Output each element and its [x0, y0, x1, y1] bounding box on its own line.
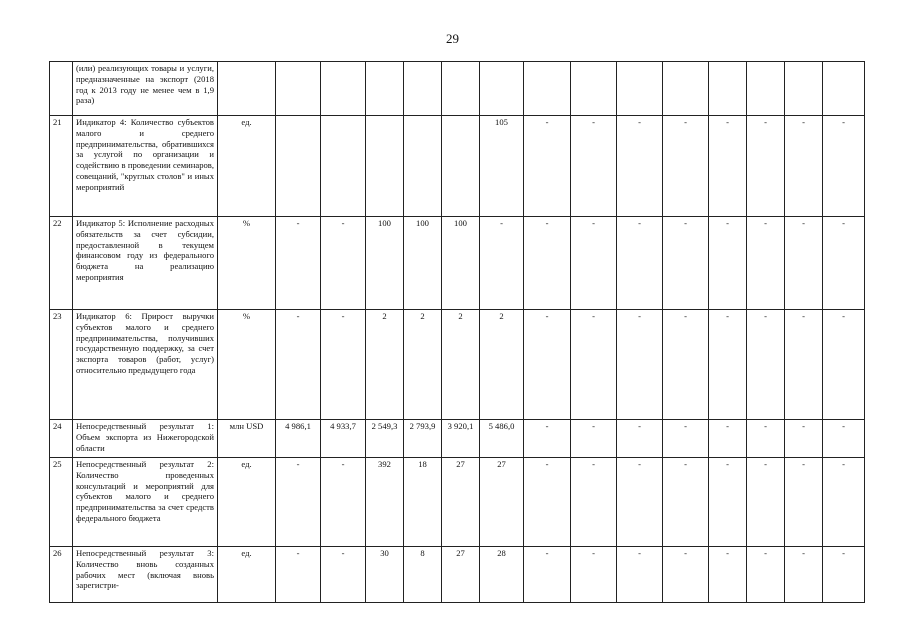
row-number: 22: [50, 217, 73, 310]
value-cell: 100: [366, 217, 404, 310]
value-cell: -: [571, 310, 617, 420]
value-cell: -: [823, 420, 865, 458]
value-cell: -: [321, 458, 366, 547]
value-cell: -: [276, 458, 321, 547]
value-cell: [524, 62, 571, 116]
value-cell: [321, 116, 366, 217]
table-row: [50, 458, 865, 547]
value-cell: 2: [442, 310, 480, 420]
unit-cell: %: [218, 217, 276, 310]
value-cell: -: [709, 420, 747, 458]
indicator-name: (или) реализующих товары и услуги, предназначенные на экспорт (2018 год к 2013 году не менее чем в 1,9 раза): [73, 62, 218, 116]
value-cell: -: [709, 547, 747, 603]
value-cell: -: [617, 116, 663, 217]
value-cell: -: [276, 547, 321, 603]
indicator-name: Индикатор 6: Прирост выручки субъектов малого и среднего предпринимательства, получивших государственную поддержку, за счет экспорта товаров (работ, услуг) относительно предыдущего года: [73, 310, 218, 420]
value-cell: -: [617, 310, 663, 420]
value-cell: [480, 62, 524, 116]
value-cell: -: [480, 217, 524, 310]
value-cell: 2: [366, 310, 404, 420]
value-cell: [823, 62, 865, 116]
value-cell: -: [321, 547, 366, 603]
value-cell: -: [617, 217, 663, 310]
value-cell: -: [663, 217, 709, 310]
value-cell: -: [785, 420, 823, 458]
value-cell: [617, 62, 663, 116]
value-cell: -: [571, 217, 617, 310]
value-cell: -: [524, 547, 571, 603]
value-cell: -: [709, 116, 747, 217]
value-cell: -: [524, 217, 571, 310]
unit-cell: ед.: [218, 458, 276, 547]
value-cell: -: [823, 217, 865, 310]
unit-cell: млн USD: [218, 420, 276, 458]
value-cell: [321, 62, 366, 116]
value-cell: 2 793,9: [404, 420, 442, 458]
value-cell: -: [276, 217, 321, 310]
value-cell: -: [747, 458, 785, 547]
value-cell: -: [709, 310, 747, 420]
value-cell: -: [663, 547, 709, 603]
value-cell: 2: [480, 310, 524, 420]
indicator-name: Индикатор 5: Исполнение расходных обязательств за счет субсидии, предоставленной в текущем финансовом году из федерального бюджета на реализацию мероприятия: [73, 217, 218, 310]
table-row: [50, 62, 865, 116]
value-cell: -: [571, 420, 617, 458]
value-cell: -: [617, 458, 663, 547]
value-cell: 105: [480, 116, 524, 217]
value-cell: 27: [442, 458, 480, 547]
value-cell: 4 986,1: [276, 420, 321, 458]
row-number: 24: [50, 420, 73, 458]
value-cell: [276, 116, 321, 217]
value-cell: -: [617, 547, 663, 603]
value-cell: [404, 116, 442, 217]
value-cell: 27: [480, 458, 524, 547]
value-cell: -: [663, 116, 709, 217]
value-cell: -: [747, 310, 785, 420]
value-cell: [663, 62, 709, 116]
indicator-name: Непосредственный результат 2: Количество проведенных консультаций и мероприятий для субъектов малого и среднего предпринимательства за счет средств федерального бюджета: [73, 458, 218, 547]
value-cell: [747, 62, 785, 116]
table-row: [50, 310, 865, 420]
table-row: [50, 420, 865, 458]
value-cell: -: [276, 310, 321, 420]
value-cell: -: [571, 116, 617, 217]
value-cell: [276, 62, 321, 116]
value-cell: -: [785, 547, 823, 603]
value-cell: 8: [404, 547, 442, 603]
value-cell: -: [663, 310, 709, 420]
indicator-name: Индикатор 4: Количество субъектов малого и среднего предпринимательства, обратившихся за услугой по организации и содействию в проведении семинаров, совещаний, "круглых столов" и иных мероприятий: [73, 116, 218, 217]
value-cell: -: [524, 458, 571, 547]
value-cell: 4 933,7: [321, 420, 366, 458]
row-number: 21: [50, 116, 73, 217]
value-cell: -: [823, 458, 865, 547]
value-cell: 2: [404, 310, 442, 420]
table-row: [50, 547, 865, 603]
value-cell: -: [747, 547, 785, 603]
table-row: [50, 116, 865, 217]
value-cell: 28: [480, 547, 524, 603]
value-cell: -: [709, 458, 747, 547]
value-cell: -: [747, 116, 785, 217]
value-cell: -: [823, 547, 865, 603]
value-cell: 3 920,1: [442, 420, 480, 458]
row-number: [50, 62, 73, 116]
value-cell: -: [663, 420, 709, 458]
value-cell: [709, 62, 747, 116]
value-cell: 2 549,3: [366, 420, 404, 458]
value-cell: 27: [442, 547, 480, 603]
value-cell: [366, 116, 404, 217]
value-cell: 100: [404, 217, 442, 310]
value-cell: -: [321, 217, 366, 310]
unit-cell: ед.: [218, 547, 276, 603]
value-cell: -: [823, 116, 865, 217]
table-row: [50, 217, 865, 310]
value-cell: -: [785, 458, 823, 547]
table-body: [50, 62, 865, 603]
indicator-name: Непосредственный результат 1: Объем экспорта из Нижегородской области: [73, 420, 218, 458]
page-number: 29: [446, 31, 459, 46]
value-cell: [404, 62, 442, 116]
value-cell: -: [321, 310, 366, 420]
value-cell: -: [785, 310, 823, 420]
indicators-table: [49, 61, 865, 603]
value-cell: [442, 116, 480, 217]
value-cell: -: [524, 420, 571, 458]
value-cell: -: [747, 420, 785, 458]
value-cell: -: [524, 310, 571, 420]
row-number: 26: [50, 547, 73, 603]
value-cell: [571, 62, 617, 116]
value-cell: 18: [404, 458, 442, 547]
unit-cell: [218, 62, 276, 116]
value-cell: -: [709, 217, 747, 310]
value-cell: -: [785, 217, 823, 310]
value-cell: 100: [442, 217, 480, 310]
row-number: 23: [50, 310, 73, 420]
row-number: 25: [50, 458, 73, 547]
unit-cell: ед.: [218, 116, 276, 217]
value-cell: 5 486,0: [480, 420, 524, 458]
value-cell: [366, 62, 404, 116]
value-cell: [785, 62, 823, 116]
value-cell: 30: [366, 547, 404, 603]
value-cell: -: [571, 458, 617, 547]
value-cell: -: [524, 116, 571, 217]
value-cell: -: [823, 310, 865, 420]
value-cell: -: [747, 217, 785, 310]
value-cell: [442, 62, 480, 116]
value-cell: -: [785, 116, 823, 217]
value-cell: -: [571, 547, 617, 603]
value-cell: -: [617, 420, 663, 458]
indicator-name: Непосредственный результат 3: Количество вновь созданных рабочих мест (включая вновь зарегистри-: [73, 547, 218, 603]
value-cell: -: [663, 458, 709, 547]
unit-cell: %: [218, 310, 276, 420]
value-cell: 392: [366, 458, 404, 547]
